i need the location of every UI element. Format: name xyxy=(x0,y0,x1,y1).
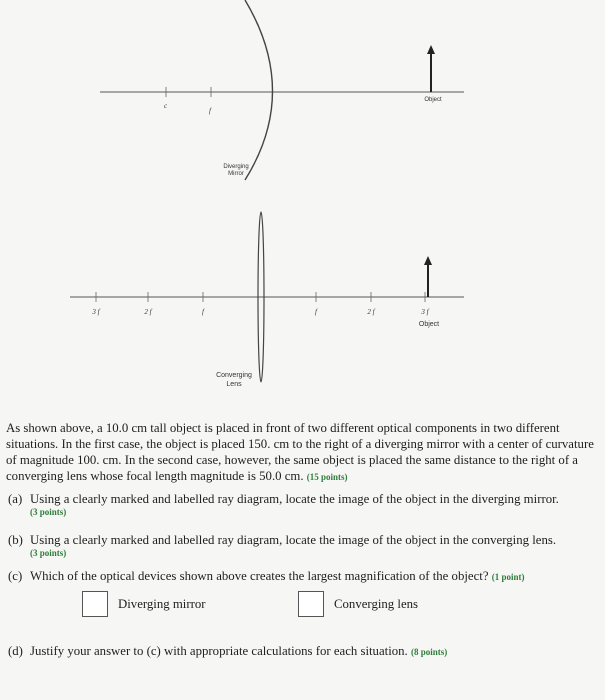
label-2f-right: 2 f xyxy=(367,308,375,316)
intro-paragraph xyxy=(6,420,601,485)
lens-label-line2: Lens xyxy=(226,381,242,388)
object-arrowhead-1 xyxy=(427,45,435,54)
intro-text: As shown above, a 10.0 cm tall object is placed in front of two different optical components in two different situations. In the first case, the object is placed 150. cm to the right of a diverging mirror with a center of curvature of magnitude 100. cm. In the second case, however, the same object is placed the same distance to the right of a converging lens whose focal length magnitude is 50.0 cm. xyxy=(6,421,594,483)
part-d xyxy=(6,643,601,660)
part-a-points: (3 points) xyxy=(30,507,67,517)
mirror-label-line2: Mirror xyxy=(228,171,244,177)
part-a xyxy=(6,491,601,518)
diverging-mirror-curve xyxy=(245,0,273,180)
label-f-right: f xyxy=(315,308,317,316)
problem-text xyxy=(6,420,601,660)
part-d-text: Justify your answer to (c) with appropriate calculations for each situation. xyxy=(30,644,408,658)
label-f-left: f xyxy=(202,308,204,316)
choice-converging-lens-label: Converging lens xyxy=(334,597,419,611)
converging-lens-checkbox[interactable] xyxy=(298,591,324,617)
part-c-points: (1 point) xyxy=(491,572,525,582)
choice-converging-lens[interactable] xyxy=(298,591,418,617)
label-2f-left: 2 f xyxy=(144,308,152,316)
part-a-text: Using a clearly marked and labelled ray diagram, locate the image of the object in the diverging mirror. xyxy=(30,492,559,506)
label-f: f xyxy=(209,107,211,115)
answer-choices xyxy=(6,589,601,619)
part-b-text: Using a clearly marked and labelled ray diagram, locate the image of the object in the converging lens. xyxy=(30,533,557,547)
label-3f-left: 3 f xyxy=(92,308,100,316)
diverging-mirror-checkbox[interactable] xyxy=(82,591,108,617)
intro-points: (15 points) xyxy=(306,472,348,482)
object-label-1: Object xyxy=(424,97,442,103)
choice-diverging-mirror-label: Diverging mirror xyxy=(118,597,206,611)
label-3f-right: 3 f xyxy=(421,308,429,316)
choice-diverging-mirror[interactable] xyxy=(82,591,206,617)
part-c-text: Which of the optical devices shown above creates the largest magnification of the object? xyxy=(30,569,489,583)
part-a-letter: (a) xyxy=(8,492,23,506)
part-d-letter: (d) xyxy=(8,644,23,658)
mirror-label-line1: Diverging xyxy=(223,164,249,170)
part-b xyxy=(6,532,601,559)
lens-label-line1: Converging xyxy=(216,372,252,379)
label-c: c xyxy=(164,102,168,110)
part-d-points: (8 points) xyxy=(410,647,448,657)
diverging-mirror-diagram xyxy=(0,0,605,200)
converging-lens-diagram xyxy=(0,205,605,405)
object-arrowhead-2 xyxy=(424,256,432,265)
part-c xyxy=(6,568,601,585)
object-label-2: Object xyxy=(418,321,440,328)
part-c-letter: (c) xyxy=(8,569,23,583)
part-b-letter: (b) xyxy=(8,533,23,547)
part-b-points: (3 points) xyxy=(30,548,67,558)
